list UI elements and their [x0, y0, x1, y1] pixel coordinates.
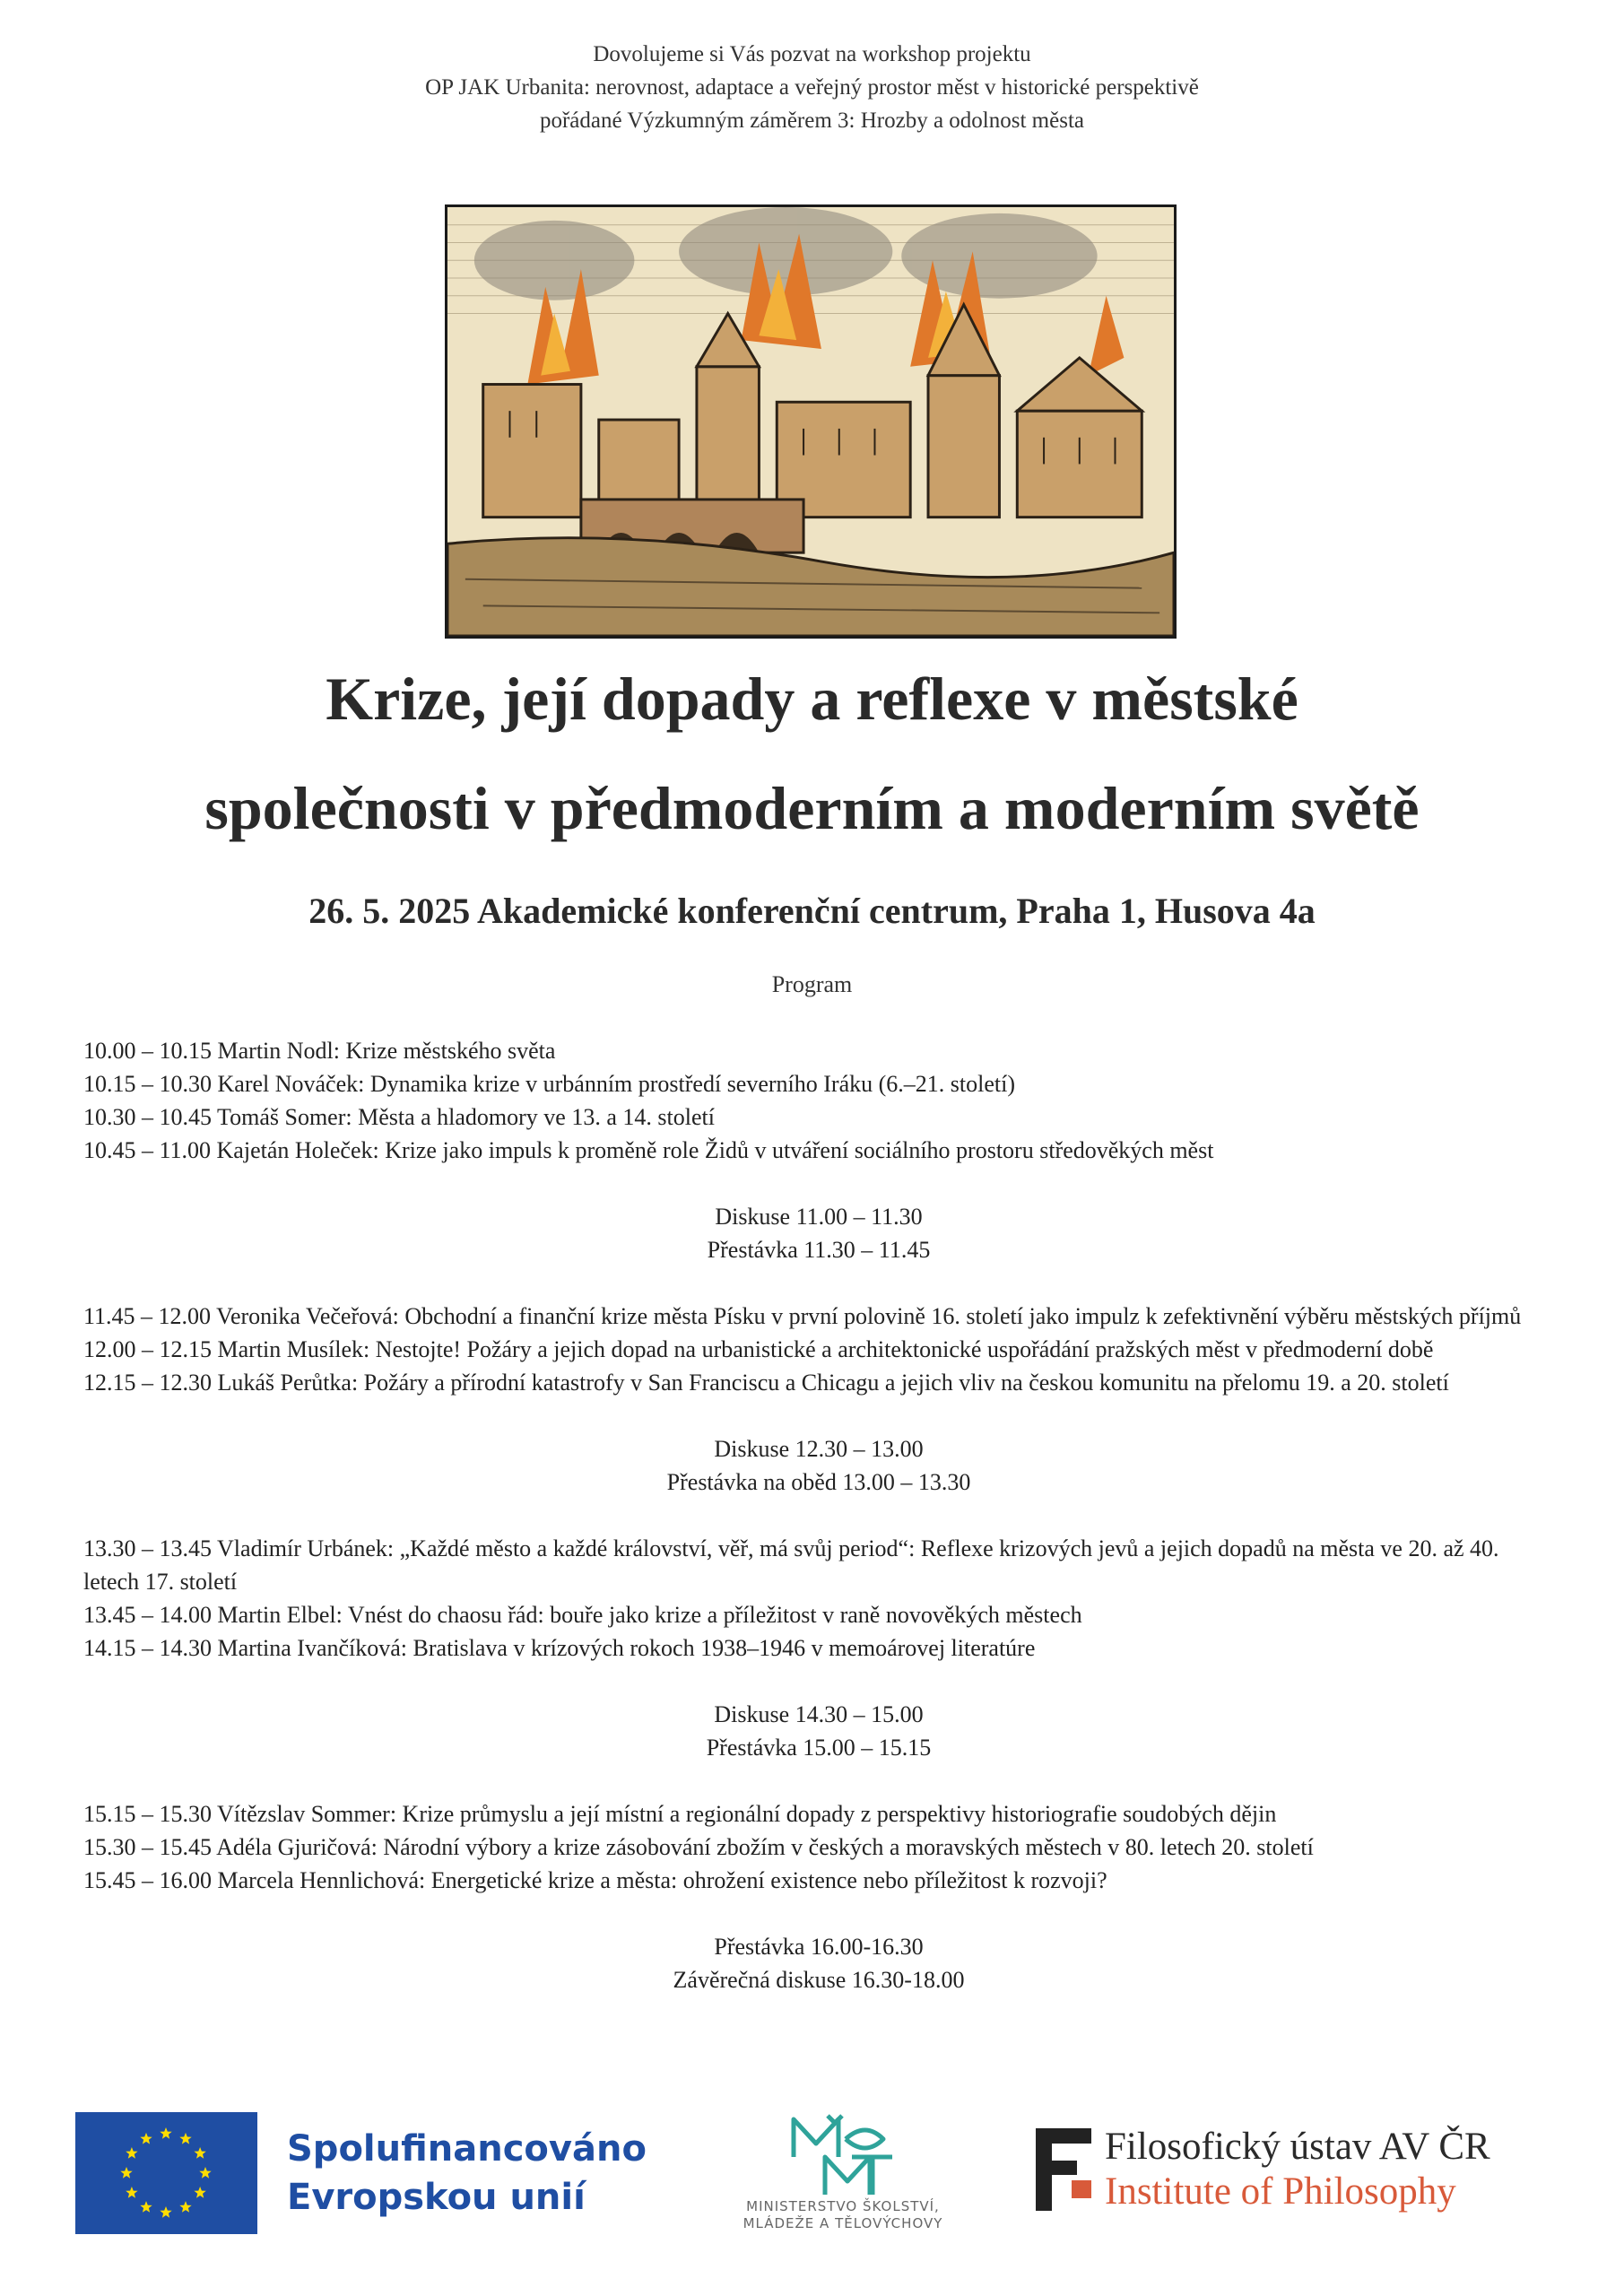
- burning-city-woodcut-image: [445, 204, 1177, 639]
- invitation-line: pořádané Výzkumným záměrem 3: Hrozby a odolnost města: [539, 109, 1084, 133]
- flu-institute-label: [1105, 2125, 1490, 2214]
- event-title-line: Krize, její dopady a reflexe v městské: [326, 665, 1298, 733]
- talk-item: 10.45 – 11.00 Kajetán Holeček: Krize jako impuls k proměně role Židů v utváření sociálního prostoru středověkých měst: [83, 1137, 1214, 1163]
- talk-item: 10.15 – 10.30 Karel Nováček: Dynamika krize v urbánním prostředí severního Iráku (6.–21. století): [83, 1071, 1015, 1097]
- eu-flag-logo: [75, 2112, 257, 2234]
- break-item: Diskuse 12.30 – 13.00: [714, 1436, 924, 1462]
- invitation-line: Dovolujeme si Vás pozvat na workshop projektu: [593, 42, 1031, 66]
- flu-logo-mark-icon: [1036, 2128, 1095, 2211]
- msmt-label: MLÁDEŽE A TĚLOVÝCHOVY: [743, 2215, 943, 2231]
- talk-item: 12.15 – 12.30 Lukáš Perůtka: Požáry a přírodní katastrofy v San Franciscu a Chicagu a jejich vliv na českou komunitu na přelomu 19. a 20. století: [83, 1370, 1449, 1396]
- talk-item: 13.45 – 14.00 Martin Elbel: Vnést do chaosu řád: bouře jako krize a příležitost v raně novověkých městech: [83, 1602, 1082, 1628]
- event-date-venue: 26. 5. 2025 Akademické konferenční centrum, Praha 1, Husova 4a: [308, 891, 1316, 931]
- invitation-line: OP JAK Urbanita: nerovnost, adaptace a veřejný prostor měst v historické perspektivě: [425, 75, 1199, 100]
- spacer: [83, 1665, 1554, 1698]
- talk-item: 12.00 – 12.15 Martin Musílek: Nestojte! Požáry a jejich dopad na urbanistické a architektonické uspořádání pražských měst v předmoderní době: [83, 1336, 1434, 1362]
- talk-item: 15.15 – 15.30 Vítězslav Sommer: Krize průmyslu a její místní a regionální dopady z perspektivy historiografie soudobých dějin: [83, 1801, 1277, 1827]
- msmt-monogram-icon: [776, 2112, 910, 2198]
- break-item: Přestávka 15.00 – 15.15: [706, 1735, 932, 1761]
- talk-item: 15.30 – 15.45 Adéla Gjuričová: Národní výbory a krize zásobování zbožím v českých a moravských městech v 80. letech 20. století: [83, 1834, 1314, 1860]
- spacer: [83, 1399, 1554, 1432]
- talk-item: 13.30 – 13.45 Vladimír Urbánek: „Každé město a každé království, věř, má svůj period“: Reflexe krizových jevů a jejich dopadů na města ve 20. až 40. letech 17. století: [83, 1535, 1499, 1595]
- msmt-logo: [699, 2112, 986, 2247]
- break-item: Přestávka na oběd 13.00 – 13.30: [666, 1469, 971, 1495]
- spacer: [83, 1167, 1554, 1200]
- talk-item: 11.45 – 12.00 Veronika Večeřová: Obchodní a finanční krize města Písku v první polovině 16. století jako impulz k zefektivnění výběru městských příjmů: [83, 1303, 1522, 1329]
- eu-label-line: Evropskou unií: [287, 2177, 586, 2218]
- talk-item: 14.15 – 14.30 Martina Ivančíková: Bratislava v krízových rokoch 1938–1946 v memoárovej literatúre: [83, 1635, 1036, 1661]
- spacer: [83, 1266, 1554, 1300]
- break-item: Diskuse 11.00 – 11.30: [715, 1204, 923, 1230]
- break-item: Přestávka 11.30 – 11.45: [707, 1237, 931, 1263]
- break-item: Přestávka 16.00-16.30: [714, 1934, 924, 1960]
- talk-item: 10.00 – 10.15 Martin Nodl: Krize městského světa: [83, 1038, 556, 1064]
- flu-name-czech: Filosofický ústav AV ČR: [1105, 2126, 1490, 2168]
- break-item: Závěrečná diskuse 16.30-18.00: [673, 1967, 965, 1993]
- program-heading: Program: [771, 971, 853, 997]
- invitation-text: [0, 38, 1624, 137]
- eu-cofunded-label: [287, 2125, 647, 2222]
- program-schedule: [83, 1034, 1554, 1996]
- spacer: [83, 1499, 1554, 1532]
- eu-label-line: Spolufinancováno: [287, 2128, 647, 2170]
- msmt-label: MINISTERSTVO ŠKOLSTVÍ,: [746, 2198, 940, 2214]
- spacer: [83, 1764, 1554, 1797]
- sponsor-logos: [0, 2112, 1624, 2247]
- talk-item: 15.45 – 16.00 Marcela Hennlichová: Energetické krize a města: ohrožení existence nebo příležitost k rozvoji?: [83, 1867, 1107, 1893]
- event-title-line: společnosti v předmoderním a moderním světě: [204, 774, 1420, 842]
- spacer: [83, 1897, 1554, 1930]
- talk-item: 10.30 – 10.45 Tomáš Somer: Města a hladomory ve 13. a 14. století: [83, 1104, 715, 1130]
- flu-name-english: Institute of Philosophy: [1105, 2170, 1456, 2213]
- break-item: Diskuse 14.30 – 15.00: [714, 1701, 924, 1727]
